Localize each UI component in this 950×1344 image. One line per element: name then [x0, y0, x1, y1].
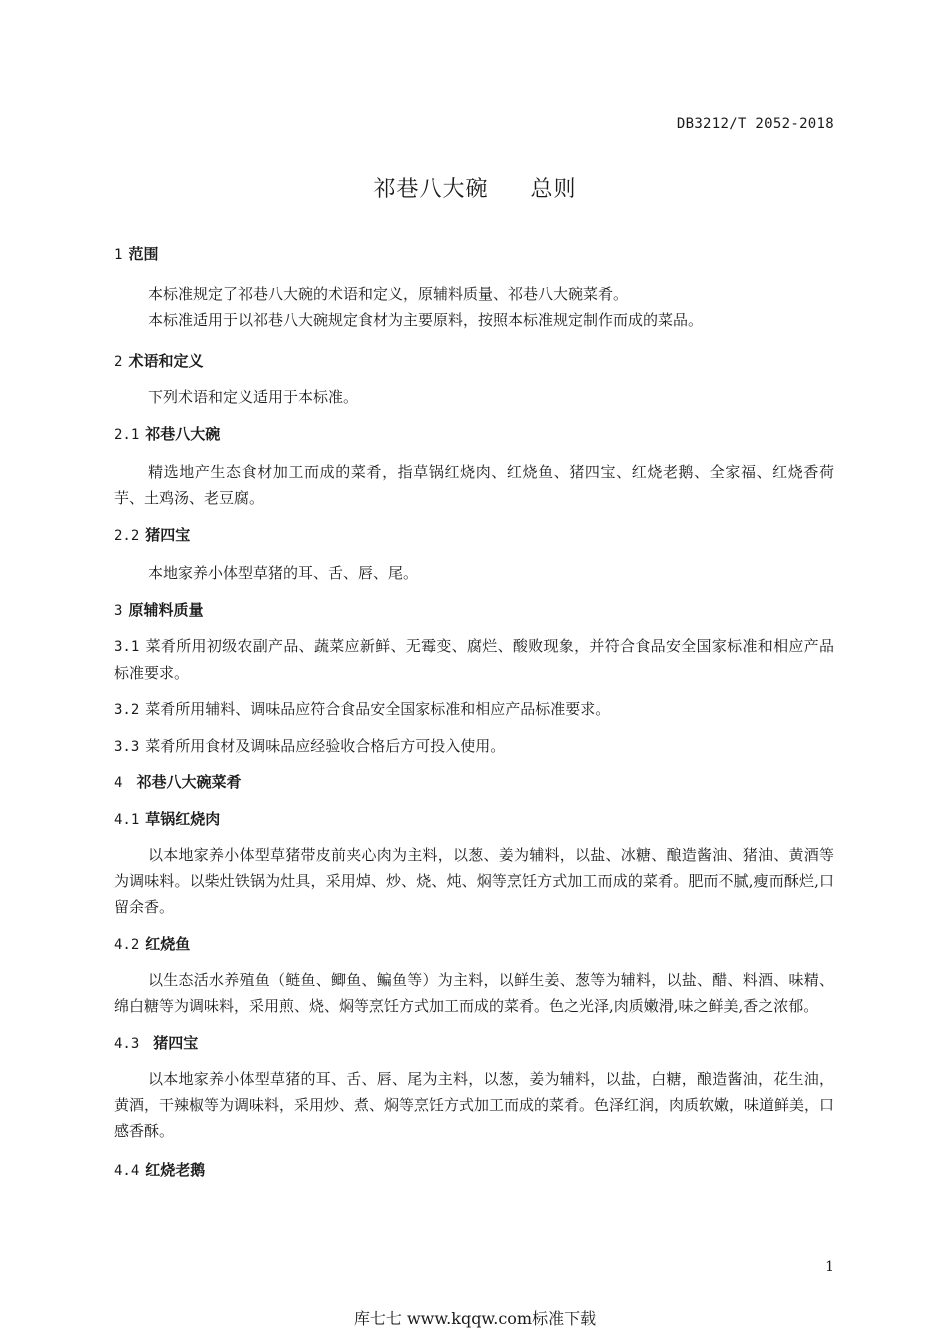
- section-2-1-paragraph-1: 精选地产生态食材加工而成的菜肴，指草锅红烧肉、红烧鱼、猪四宝、红烧老鹅、全家福、红烧香荷芋、土鸡汤、老豆腐。: [114, 463, 834, 507]
- section-number: 2: [114, 354, 123, 370]
- section-number: 4.1: [114, 812, 140, 828]
- section-title: 原辅料质量: [128, 601, 204, 619]
- section-4-3-paragraph-1: 以本地家养小体型草猪的耳、舌、唇、尾为主料，以葱，姜为辅料，以盐，白糖，酿造酱油，花生油，黄酒，干辣椒等为调味料，采用炒、煮、焖等烹饪方式加工而成的菜肴。色泽红润，肉质软嫩，味道鲜美，口感香酥。: [114, 1070, 835, 1140]
- section-4-3-heading: [114, 1031, 834, 1056]
- section-4-heading: [114, 770, 834, 795]
- clause-text: 菜肴所用食材及调味品应经验收合格后方可投入使用。: [145, 737, 506, 755]
- document-body: [114, 242, 834, 1183]
- section-number: 4.2: [114, 937, 140, 953]
- section-number: 1: [114, 247, 123, 263]
- section-2-2-heading: [114, 523, 834, 548]
- clause-number: 3.2: [114, 702, 140, 718]
- section-number: 4: [114, 775, 123, 791]
- section-2-2-paragraph-1: 本地家养小体型草猪的耳、舌、唇、尾。: [148, 564, 419, 582]
- title-part-2: 总则: [530, 177, 577, 202]
- section-3-3-paragraph: [114, 733, 834, 760]
- standard-number: DB3212/T 2052-2018: [676, 116, 834, 132]
- section-2-heading: [114, 349, 834, 374]
- clause-text: 菜肴所用初级农副产品、蔬菜应新鲜、无霉变、腐烂、酸败现象，并符合食品安全国家标准和相应产品标准要求。: [114, 637, 834, 682]
- section-4-4-heading: [114, 1158, 834, 1183]
- section-number: 2.2: [114, 528, 140, 544]
- section-title: 草锅红烧肉: [145, 810, 221, 828]
- section-title: 祁巷八大碗菜肴: [136, 773, 242, 791]
- section-number: 2.1: [114, 427, 140, 443]
- clause-number: 3.1: [114, 639, 140, 655]
- section-number: 4.4: [114, 1163, 140, 1179]
- section-title: 范围: [128, 245, 159, 263]
- clause-number: 3.3: [114, 739, 140, 755]
- section-4-2-heading: [114, 932, 834, 957]
- document-title: [0, 172, 950, 203]
- section-title: 红烧鱼: [145, 935, 191, 953]
- page-number: 1: [825, 1259, 834, 1275]
- title-part-1: 祁巷八大碗: [373, 177, 489, 202]
- section-title: 祁巷八大碗: [145, 425, 221, 443]
- section-1-heading: [114, 242, 834, 267]
- section-number: 3: [114, 603, 123, 619]
- section-3-1-paragraph: [114, 633, 834, 686]
- section-4-2-paragraph-1: 以生态活水养殖鱼（鲢鱼、鲫鱼、鳊鱼等）为主料，以鲜生姜、葱等为辅料，以盐、醋、料酒、味精、绵白糖等为调味料，采用煎、烧、焖等烹饪方式加工而成的菜肴。色之光泽,肉质嫩滑,味之鲜美,香之浓郁。: [114, 971, 834, 1015]
- section-3-heading: [114, 598, 834, 623]
- section-2-1-heading: [114, 422, 834, 447]
- section-4-1-paragraph-1: 以本地家养小体型草猪带皮前夹心肉为主料，以葱、姜为辅料，以盐、冰糖、酿造酱油、猪油、黄酒等为调味料。以柴灶铁锅为灶具，采用焯、炒、烧、炖、焖等烹饪方式加工而成的菜肴。肥而不腻,瘦而酥烂,口留余香。: [114, 846, 834, 916]
- section-number: 4.3: [114, 1036, 140, 1052]
- section-4-1-heading: [114, 807, 834, 832]
- section-2-paragraph-1: 下列术语和定义适用于本标准。: [148, 388, 359, 406]
- section-title: 术语和定义: [128, 352, 204, 370]
- section-title: 猪四宝: [145, 526, 191, 544]
- section-1-paragraph-1: 本标准规定了祁巷八大碗的术语和定义，原辅料质量、祁巷八大碗菜肴。: [148, 285, 629, 303]
- section-3-2-paragraph: [114, 696, 834, 723]
- clause-text: 菜肴所用辅料、调味品应符合食品安全国家标准和相应产品标准要求。: [145, 700, 611, 718]
- section-1-paragraph-2: 本标准适用于以祁巷八大碗规定食材为主要原料，按照本标准规定制作而成的菜品。: [148, 311, 704, 329]
- footer-watermark: 库七七 www.kqqw.com标准下载: [353, 1309, 597, 1328]
- section-title: 红烧老鹅: [145, 1161, 206, 1179]
- section-title: 猪四宝: [153, 1034, 199, 1052]
